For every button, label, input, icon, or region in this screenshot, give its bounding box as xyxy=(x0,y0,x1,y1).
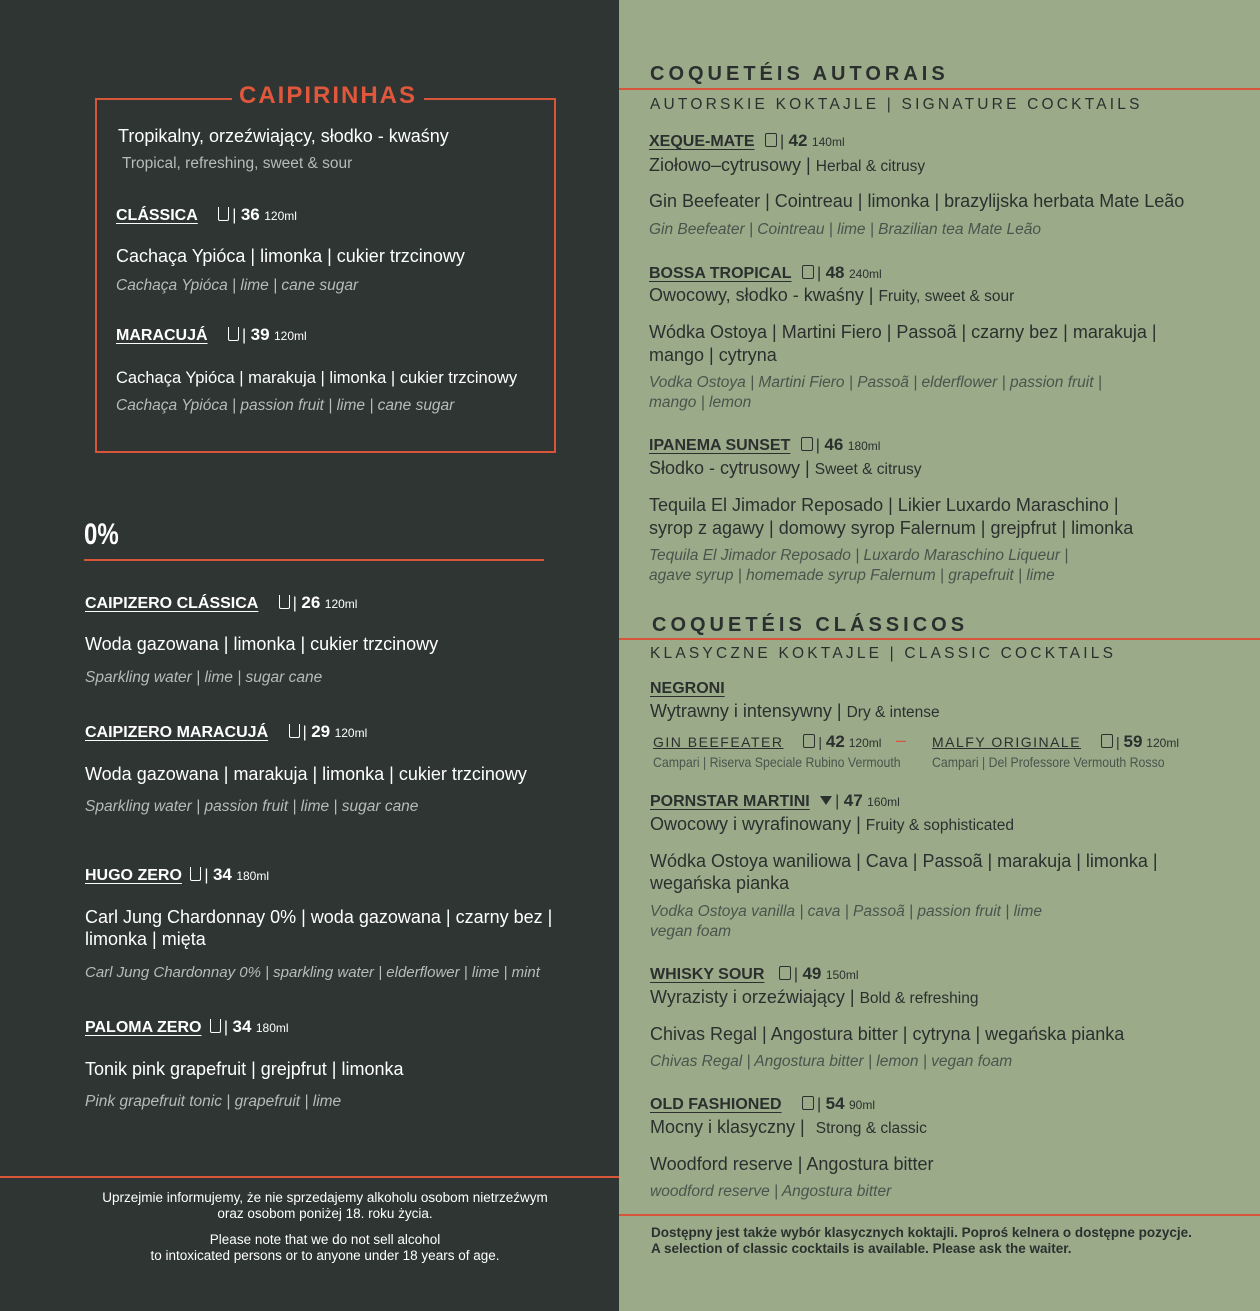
signature-subtitle: AUTORSKIE KOKTAJLE | SIGNATURE COCKTAILS xyxy=(650,96,1143,113)
item-ingredients-en: woodford reserve | Angostura bitter xyxy=(650,1183,892,1200)
glass-icon xyxy=(190,867,204,884)
item-ingredients-en-line2: vegan foam xyxy=(650,923,731,940)
glass-icon xyxy=(779,966,794,983)
item-ingredients-en: Carl Jung Chardonnay 0% | sparkling water | elderflower | lime | mint xyxy=(85,964,540,981)
glass-icon xyxy=(279,595,293,612)
item-volume: 240ml xyxy=(848,267,882,281)
item-volume: 120ml xyxy=(334,726,368,740)
item-volume: 120ml xyxy=(264,209,297,223)
item-ingredients-pl: Cachaça Ypióca | limonka | cukier trzcinowy xyxy=(116,246,465,266)
glass-icon xyxy=(289,724,303,741)
alcohol-notice xyxy=(0,1190,650,1264)
item-price: 49 xyxy=(802,964,822,983)
glass-icon xyxy=(803,734,818,750)
variant-name: GIN BEEFEATER xyxy=(653,734,784,750)
variant-volume: 120ml xyxy=(1146,736,1179,750)
item-pornstar-martini: PORNSTAR MARTINI | 47 160ml xyxy=(650,791,900,810)
variant-price: 42 xyxy=(825,732,845,751)
item-ingredients-pl: Tonik pink grapefruit | grejpfrut | limonka xyxy=(85,1059,404,1079)
classic-title: COQUETÉIS CLÁSSICOS xyxy=(652,614,969,636)
notice-en-line1: Please note that we do not sell alcohol xyxy=(209,1232,441,1247)
notice-pl-line1: Uprzejmie informujemy, że nie sprzedajemy alkoholu osobom nietrzeźwym xyxy=(102,1190,548,1205)
item-volume: 150ml xyxy=(825,968,859,982)
item-ingredients-en: Pink grapefruit tonic | grapefruit | lime xyxy=(85,1093,342,1110)
notice-pl-line2: oraz osobom poniżej 18. roku życia. xyxy=(217,1206,433,1221)
item-description xyxy=(650,814,1014,835)
right-panel xyxy=(619,0,1260,1311)
item-ingredients-en: Sparkling water | lime | sugar cane xyxy=(85,669,323,686)
item-name: WHISKY SOUR xyxy=(650,966,765,983)
desc-pl: Słodko - cytrusowy | xyxy=(649,458,810,478)
item-hugo-zero: HUGO ZERO | 34 180ml xyxy=(85,865,270,884)
item-description xyxy=(650,987,978,1008)
zero-title: 0% xyxy=(84,518,119,551)
desc-en: Fruity & sophisticated xyxy=(865,817,1014,834)
martini-glass-icon xyxy=(820,793,835,810)
desc-pl: Wytrawny i intensywny | xyxy=(650,701,842,721)
caipirinhas-title: CAIPIRINHAS xyxy=(232,82,424,110)
desc-en: Herbal & citrusy xyxy=(815,158,926,175)
notice-divider xyxy=(0,1176,619,1178)
item-ingredients-pl: Cachaça Ypióca | marakuja | limonka | cukier trzcinowy xyxy=(116,369,518,387)
zero-divider xyxy=(84,559,544,561)
caipirinhas-desc-en: Tropical, refreshing, sweet & sour xyxy=(122,155,353,172)
desc-en: Dry & intense xyxy=(846,704,940,721)
item-whisky-sour: WHISKY SOUR | 49 150ml xyxy=(650,964,859,983)
glass-icon xyxy=(765,133,780,150)
item-volume: 140ml xyxy=(811,135,845,149)
item-name: NEGRONI xyxy=(650,680,725,697)
item-ingredients-en-line2: agave syrup | homemade syrup Falernum | grapefruit | lime xyxy=(649,567,1055,584)
item-price: 42 xyxy=(788,131,808,150)
item-ingredients-pl: Woodford reserve | Angostura bitter xyxy=(650,1154,934,1174)
item-ingredients-pl: Wódka Ostoya | Martini Fiero | Passoã | czarny bez | marakuja | xyxy=(649,322,1157,342)
desc-en: Strong & classic xyxy=(815,1120,927,1137)
classic-divider xyxy=(619,638,1260,640)
item-volume: 90ml xyxy=(849,1098,876,1112)
item-name: CLÁSSICA xyxy=(116,207,198,224)
item-volume: 180ml xyxy=(255,1021,289,1035)
item-bossa-tropical: BOSSA TROPICAL | 48 240ml xyxy=(649,263,882,282)
item-xeque-mate: XEQUE-MATE | 42 140ml xyxy=(649,131,845,150)
desc-pl: Mocny i klasyczny | xyxy=(650,1117,805,1137)
item-ingredients-pl: Gin Beefeater | Cointreau | limonka | brazylijska herbata Mate Leão xyxy=(649,191,1185,211)
item-ingredients-pl: Chivas Regal | Angostura bitter | cytryna | wegańska pianka xyxy=(650,1024,1125,1044)
item-volume: 180ml xyxy=(236,869,270,883)
desc-pl: Wyrazisty i orzeźwiający | xyxy=(650,987,855,1007)
item-volume: 180ml xyxy=(847,439,881,453)
item-caipizero-classica: CAIPIZERO CLÁSSICA | 26 120ml xyxy=(85,593,358,612)
negroni-beefeater: GIN BEEFEATER | 42 120ml xyxy=(653,732,882,751)
negroni-dash: – xyxy=(896,730,907,750)
item-price: 34 xyxy=(232,1017,252,1036)
item-ingredients-pl-line2: wegańska pianka xyxy=(650,873,790,893)
desc-en: Sweet & citrusy xyxy=(814,461,922,478)
item-ingredients-en: Vodka Ostoya vanilla | cava | Passoã | passion fruit | lime xyxy=(650,903,1043,920)
item-ingredients-pl: Woda gazowana | limonka | cukier trzcinowy xyxy=(85,634,439,654)
variant-name: MALFY ORIGINALE xyxy=(932,734,1082,750)
glass-icon xyxy=(210,1019,224,1036)
item-ingredients-en: Cachaça Ypióca | lime | cane sugar xyxy=(116,277,359,294)
item-maracuja: MARACUJÁ | 39 120ml xyxy=(116,325,307,344)
negroni-beefeater-ingredients: Campari | Riserva Speciale Rubino Vermouth xyxy=(653,754,901,770)
item-ingredients-pl: Tequila El Jimador Reposado | Likier Luxardo Maraschino | xyxy=(649,495,1119,515)
item-ingredients-pl-line2: syrop z agawy | domowy syrop Falernum | grejpfrut | limonka xyxy=(649,518,1134,538)
signature-divider xyxy=(619,88,1260,90)
item-description xyxy=(650,701,940,722)
item-price: 36 xyxy=(240,205,260,224)
item-ingredients-pl-line2: limonka | mięta xyxy=(85,929,206,949)
item-negroni xyxy=(650,680,725,698)
item-description xyxy=(650,1117,927,1138)
variant-volume: 120ml xyxy=(848,736,882,750)
negroni-malfy-ingredients: Campari | Del Professore Vermouth Rosso xyxy=(932,754,1165,770)
item-description xyxy=(649,155,925,176)
glass-icon xyxy=(802,1096,817,1113)
desc-en: Fruity, sweet & sour xyxy=(878,288,1015,305)
item-ingredients-pl: Woda gazowana | marakuja | limonka | cukier trzcinowy xyxy=(85,764,527,784)
item-price: 46 xyxy=(824,435,844,454)
caipirinhas-desc-pl: Tropikalny, orzeźwiający, słodko - kwaśny xyxy=(118,126,449,146)
item-name: BOSSA TROPICAL xyxy=(649,265,792,282)
item-ingredients-en: Cachaça Ypióca | passion fruit | lime | cane sugar xyxy=(116,397,455,414)
item-ingredients-en: Chivas Regal | Angostura bitter | lemon | vegan foam xyxy=(650,1053,1013,1070)
item-volume: 160ml xyxy=(867,795,900,809)
item-name: IPANEMA SUNSET xyxy=(649,437,791,454)
item-price: 34 xyxy=(212,865,232,884)
item-description xyxy=(649,285,1014,306)
item-name: CAIPIZERO MARACUJÁ xyxy=(85,724,269,741)
item-description xyxy=(649,458,922,479)
item-price: 26 xyxy=(301,593,321,612)
negroni-malfy: MALFY ORIGINALE | 59 120ml xyxy=(932,732,1179,751)
item-paloma-zero: PALOMA ZERO | 34 180ml xyxy=(85,1017,289,1036)
item-ingredients-pl: Wódka Ostoya waniliowa | Cava | Passoã | marakuja | limonka | xyxy=(650,851,1158,871)
item-name: MARACUJÁ xyxy=(116,327,208,344)
item-ingredients-en-line2: mango | lemon xyxy=(649,394,752,411)
item-classica: CLÁSSICA | 36 120ml xyxy=(116,205,297,224)
desc-pl: Owocowy i wyrafinowany | xyxy=(650,814,861,834)
glass-icon xyxy=(228,327,242,344)
glass-icon xyxy=(802,265,817,282)
item-ingredients-pl: Carl Jung Chardonnay 0% | woda gazowana | czarny bez | xyxy=(85,907,553,927)
variant-price: 59 xyxy=(1123,732,1143,751)
item-volume: 120ml xyxy=(324,597,358,611)
item-price: 54 xyxy=(825,1094,845,1113)
item-name: OLD FASHIONED xyxy=(650,1096,782,1113)
notice-en-line2: to intoxicated persons or to anyone under 18 years of age. xyxy=(150,1248,500,1263)
desc-pl: Owocowy, słodko - kwaśny | xyxy=(649,285,874,305)
glass-icon xyxy=(1101,734,1116,750)
classic-footer-divider xyxy=(619,1214,1260,1216)
classic-footer-en: A selection of classic cocktails is available. Please ask the waiter. xyxy=(651,1241,1072,1256)
glass-icon xyxy=(218,207,232,224)
left-panel xyxy=(0,0,619,1311)
item-price: 48 xyxy=(825,263,845,282)
item-price: 47 xyxy=(843,791,863,810)
item-old-fashioned: OLD FASHIONED | 54 90ml xyxy=(650,1094,876,1113)
item-name: CAIPIZERO CLÁSSICA xyxy=(85,595,259,612)
classic-subtitle: KLASYCZNE KOKTAJLE | CLASSIC COCKTAILS xyxy=(650,645,1117,662)
classic-footer-pl: Dostępny jest także wybór klasycznych koktajli. Poproś kelnera o dostępne pozycje. xyxy=(651,1225,1192,1240)
item-ingredients-en: Vodka Ostoya | Martini Fiero | Passoã | elderflower | passion fruit | xyxy=(649,374,1102,391)
item-ingredients-en: Gin Beefeater | Cointreau | lime | Brazilian tea Mate Leão xyxy=(649,221,1042,238)
item-name: PALOMA ZERO xyxy=(85,1019,202,1036)
item-name: HUGO ZERO xyxy=(85,867,182,884)
item-ingredients-en: Tequila El Jimador Reposado | Luxardo Maraschino Liqueur | xyxy=(649,547,1069,564)
item-name: XEQUE-MATE xyxy=(649,133,755,150)
item-ipanema-sunset: IPANEMA SUNSET | 46 180ml xyxy=(649,435,881,454)
item-name: PORNSTAR MARTINI xyxy=(650,793,810,810)
desc-en: Bold & refreshing xyxy=(859,990,979,1007)
item-volume: 120ml xyxy=(274,329,307,343)
item-caipizero-maracuja: CAIPIZERO MARACUJÁ | 29 120ml xyxy=(85,722,368,741)
item-ingredients-pl-line2: mango | cytryna xyxy=(649,345,777,365)
signature-title: COQUETÉIS AUTORAIS xyxy=(650,63,949,85)
glass-icon xyxy=(801,437,816,454)
item-price: 39 xyxy=(250,325,270,344)
item-price: 29 xyxy=(311,722,331,741)
desc-pl: Ziołowo–cytrusowy | xyxy=(649,155,811,175)
item-ingredients-en: Sparkling water | passion fruit | lime | sugar cane xyxy=(85,798,419,815)
